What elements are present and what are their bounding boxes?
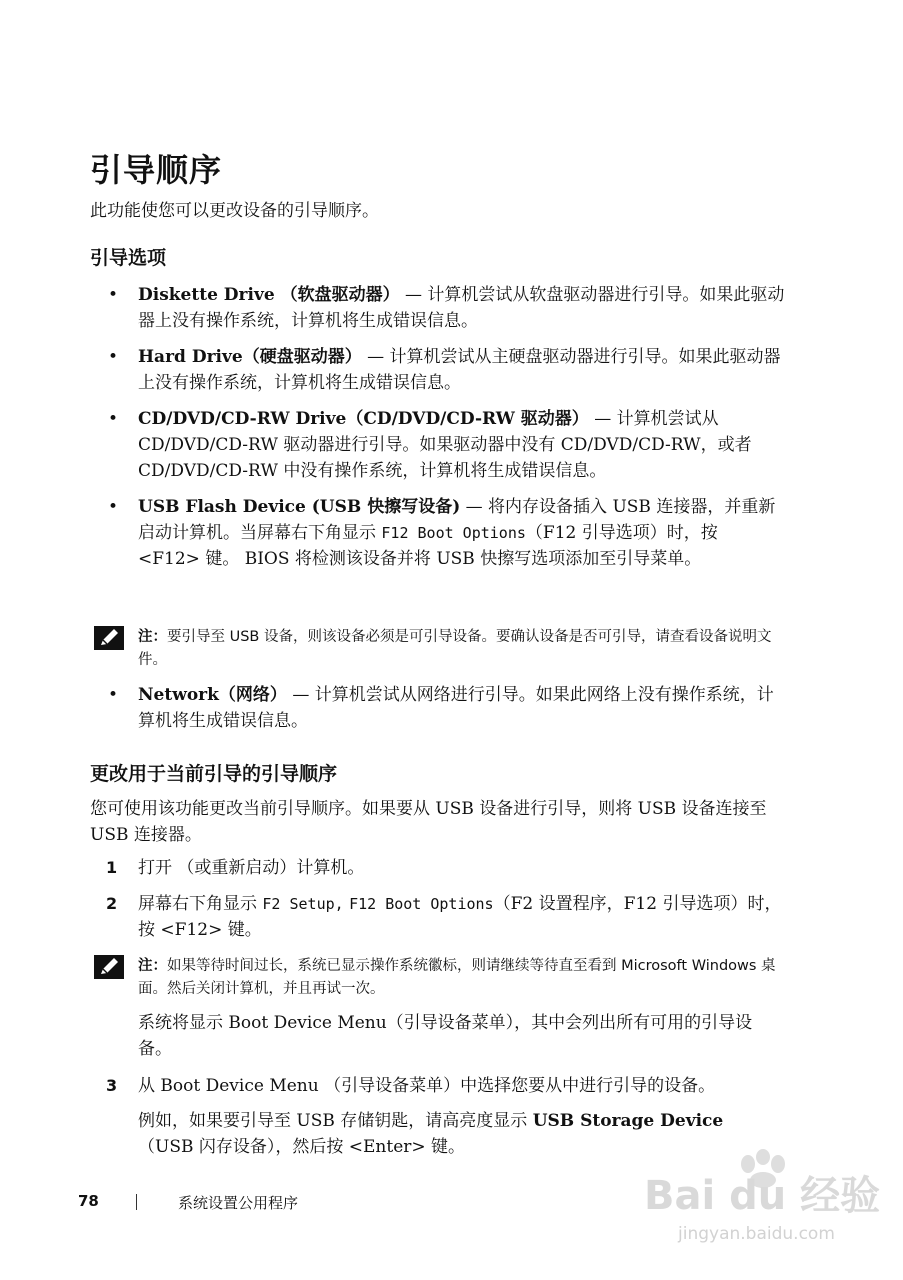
note-label: 注： [138, 629, 167, 645]
bullet-icon: • [108, 685, 119, 705]
boot-menu-description: 系统将显示 Boot Device Menu（引导设备菜单），其中会列出所有可用的引导设备。 [138, 1013, 753, 1059]
code-f12-boot-options: F12 Boot Options [381, 524, 526, 542]
note-wait-too-long [90, 955, 785, 1001]
description-network: — 计算机尝试从网络进行引导。如果此网络上没有操作系统，计算机将生成错误信息。 [138, 685, 774, 731]
step-text: 打开 （或重新启动）计算机。 [138, 858, 365, 878]
term-diskette-drive: Diskette Drive （软盘驱动器） [138, 285, 400, 305]
note-label: 注： [138, 958, 167, 974]
step-number: 3 [106, 1076, 118, 1095]
section-heading-change-order: 更改用于当前引导的引导顺序 [90, 763, 338, 785]
step-number: 2 [106, 894, 118, 913]
page-title: 引导顺序 [90, 151, 223, 189]
bullet-icon: • [108, 409, 119, 429]
bullet-icon: • [108, 347, 119, 367]
network-list [90, 682, 785, 734]
description-diskette-drive: — 计算机尝试从软盘驱动器进行引导。如果此驱动器上没有操作系统，计算机将生成错误信息。 [138, 285, 785, 331]
term-usb-flash-device: USB Flash Device (USB 快擦写设备) [138, 497, 461, 517]
term-hard-drive: Hard Drive（硬盘驱动器） [138, 347, 362, 367]
example-text-part1: 例如，如果要引导至 USB 存储钥匙，请高亮度显示 [138, 1111, 528, 1131]
list-item-diskette [90, 282, 785, 334]
watermark-logo-text: Bai du 经验 [644, 1173, 881, 1219]
step-text-part1: 屏幕右下角显示 [138, 894, 257, 914]
footer-chapter-title: 系统设置公用程序 [178, 1194, 299, 1212]
list-item-network [90, 682, 785, 734]
description-hard-drive: — 计算机尝试从主硬盘驱动器进行引导。如果此驱动器上没有操作系统，计算机将生成错误信息。 [138, 347, 781, 393]
page-number: 78 [78, 1192, 99, 1210]
example-text-part2: （USB 闪存设备），然后按 <Enter> 键。 [138, 1137, 466, 1157]
list-item-hard-drive [90, 344, 785, 396]
step-text-part2: （F2 设置程序，F12 引导选项）时，按 <F12> 键。 [138, 894, 782, 940]
step-1 [90, 855, 785, 881]
baidu-jingyan-watermark [640, 1148, 890, 1268]
bullet-icon: • [108, 285, 119, 305]
list-item-usb-flash [90, 494, 785, 572]
pencil-note-icon [94, 955, 124, 979]
change-order-intro: 您可使用该功能更改当前引导顺序。如果要从 USB 设备进行引导，则将 USB 设备连接至 USB 连接器。 [90, 799, 767, 845]
step-2 [90, 891, 785, 943]
bullet-icon: • [108, 497, 119, 517]
code-f2-setup: F2 Setup, [262, 895, 344, 913]
description-usb-flash-part2: （F12 引导选项）时，按 <F12> 键。 BIOS 将检测该设备并将 USB 快擦写选项添加至引导菜单。 [138, 523, 718, 569]
term-network: Network（网络） [138, 685, 287, 705]
watermark-url: jingyan.baidu.com [678, 1224, 835, 1244]
boot-options-list [90, 282, 785, 572]
section-heading-boot-options: 引导选项 [90, 247, 167, 269]
page-intro: 此功能使您可以更改设备的引导顺序。 [90, 201, 379, 221]
list-item-cd-dvd-drive [90, 406, 785, 484]
term-usb-storage-device: USB Storage Device [532, 1111, 724, 1131]
step-3 [90, 1073, 785, 1099]
code-f12-boot-options: F12 Boot Options [349, 895, 494, 913]
description-cd-dvd-drive: — 计算机尝试从 CD/DVD/CD-RW 驱动器进行引导。如果驱动器中没有 CD/DVD/CD-RW，或者 CD/DVD/CD-RW 中没有操作系统，计算机将生成错误信息。 [138, 409, 752, 481]
term-cd-dvd-drive: CD/DVD/CD-RW Drive（CD/DVD/CD-RW 驱动器） [138, 409, 589, 429]
step-text: 从 Boot Device Menu （引导设备菜单）中选择您要从中进行引导的设备。 [138, 1076, 716, 1096]
step-number: 1 [106, 858, 118, 877]
note-usb-bootable [90, 626, 785, 672]
note-text: 如果等待时间过长，系统已显示操作系统徽标，则请继续等待直至看到 Microsoft Windows 桌面。然后关闭计算机，并且再试一次。 [138, 958, 776, 997]
description-usb-flash-part1: — 将内存设备插入 USB 连接器，并重新启动计算机。当屏幕右下角显示 [138, 497, 776, 543]
note-text: 要引导至 USB 设备，则该设备必须是可引导设备。要确认设备是否可引导，请查看设备说明文件。 [138, 629, 772, 668]
footer-divider [136, 1194, 137, 1210]
pencil-note-icon [94, 626, 124, 650]
